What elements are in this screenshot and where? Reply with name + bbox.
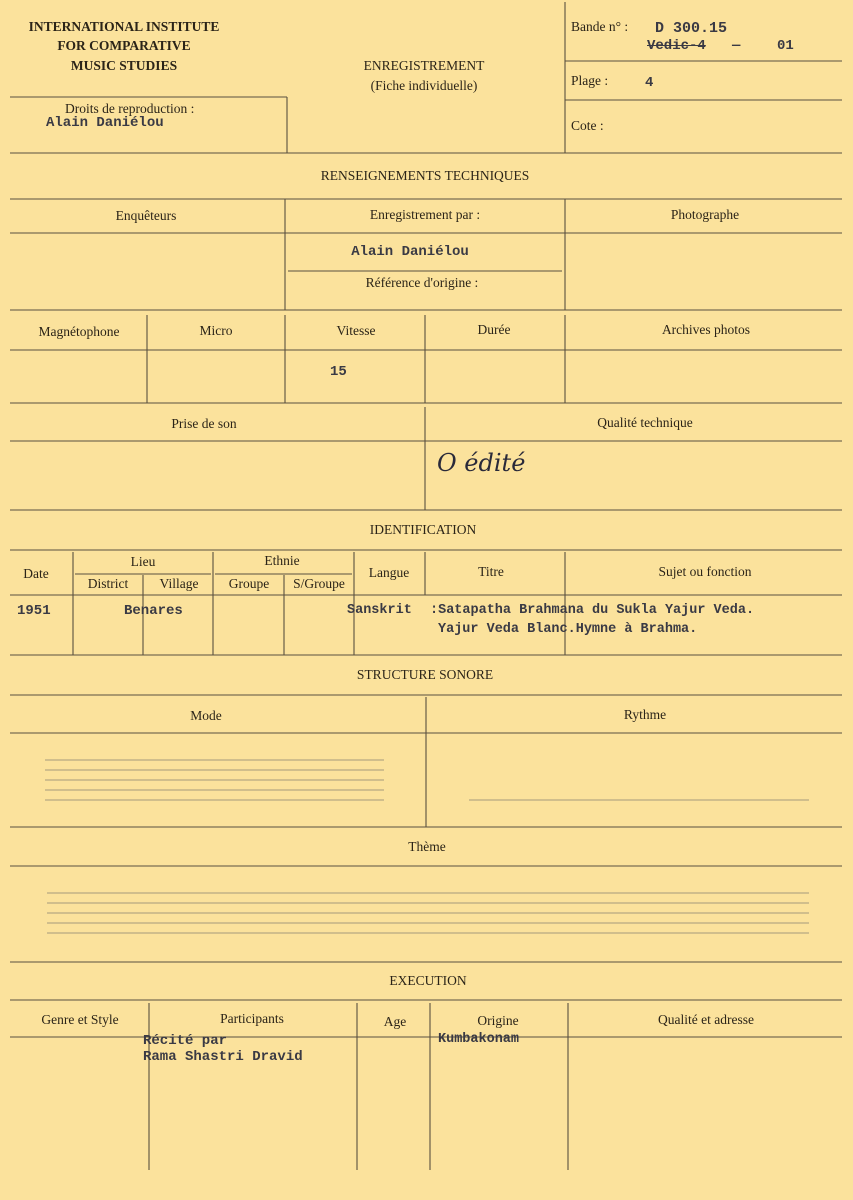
date-value: 1951	[17, 603, 51, 619]
qualite-technique-label: Qualité technique	[597, 415, 693, 430]
form-title: ENREGISTREMENT	[363, 58, 485, 73]
plage-value: 4	[645, 75, 654, 91]
prise-de-son-label: Prise de son	[171, 416, 237, 431]
origine-label: Origine	[477, 1013, 519, 1028]
participants-value-line1: Récité par	[143, 1033, 228, 1049]
village-label: Village	[159, 576, 199, 591]
bande-dash: —	[732, 38, 741, 54]
rights-label: Droits de reproduction :	[65, 101, 195, 116]
groupe-label: Groupe	[228, 576, 270, 591]
theme-label: Thème	[408, 839, 446, 854]
lieu-label: Lieu	[130, 554, 156, 569]
archives-label: Archives photos	[661, 322, 751, 337]
vitesse-value: 15	[330, 364, 347, 380]
section-title-technical: RENSEIGNEMENTS TECHNIQUES	[320, 168, 530, 183]
ethnie-label: Ethnie	[264, 553, 300, 568]
reference-label: Référence d'origine :	[365, 275, 479, 290]
institute-name-line3: MUSIC STUDIES	[70, 58, 178, 73]
enregistrement-par-label: Enregistrement par :	[369, 207, 481, 222]
titre-label: Titre	[478, 564, 504, 579]
mode-label: Mode	[190, 708, 222, 723]
qualite-technique-value: O édité	[437, 449, 526, 477]
section-title-structure: STRUCTURE SONORE	[356, 667, 494, 682]
enregistrement-par-value: Alain Daniélou	[351, 244, 469, 260]
qualite-adresse-label: Qualité et adresse	[658, 1012, 754, 1027]
langue-value: Sanskrit	[347, 603, 412, 618]
district-value: Benares	[124, 603, 183, 619]
bande-suffix: 01	[777, 38, 794, 54]
section-title-execution: EXECUTION	[389, 973, 467, 988]
plage-label: Plage :	[571, 73, 609, 88]
institute-name-line1: INTERNATIONAL INSTITUTE	[28, 19, 220, 34]
rights-value: Alain Daniélou	[46, 115, 164, 131]
titre-value-line1: :Satapatha Brahmana du Sukla Yajur Veda.	[430, 603, 755, 618]
age-label: Age	[383, 1014, 407, 1029]
genre-label: Genre et Style	[41, 1012, 119, 1027]
sgroupe-label: S/Groupe	[293, 576, 345, 591]
section-title-identification: IDENTIFICATION	[369, 522, 477, 537]
participants-value-line2: Rama Shastri Dravid	[143, 1049, 303, 1065]
sujet-label: Sujet ou fonction	[658, 564, 752, 579]
bande-value: D 300.15	[655, 20, 728, 37]
district-label: District	[87, 576, 129, 591]
enqueteurs-label: Enquêteurs	[115, 208, 177, 223]
magnetophone-label: Magnétophone	[38, 324, 120, 339]
duree-label: Durée	[477, 322, 511, 337]
vitesse-label: Vitesse	[336, 323, 376, 338]
micro-label: Micro	[199, 323, 233, 338]
form-subtitle: (Fiche individuelle)	[370, 78, 478, 93]
bande-label: Bande n° :	[571, 19, 629, 34]
photographe-label: Photographe	[670, 207, 740, 222]
langue-label: Langue	[368, 565, 410, 580]
institute-name-line2: FOR COMPARATIVE	[57, 38, 191, 53]
titre-value-line2: Yajur Veda Blanc.Hymne à Brahma.	[438, 622, 698, 637]
cote-label: Cote :	[571, 118, 604, 133]
rythme-label: Rythme	[623, 707, 667, 722]
origine-value: Kumbakonam	[438, 1032, 520, 1047]
participants-label: Participants	[220, 1011, 284, 1026]
date-label: Date	[23, 566, 49, 581]
bande-old-value: Vedic-4	[647, 38, 706, 54]
